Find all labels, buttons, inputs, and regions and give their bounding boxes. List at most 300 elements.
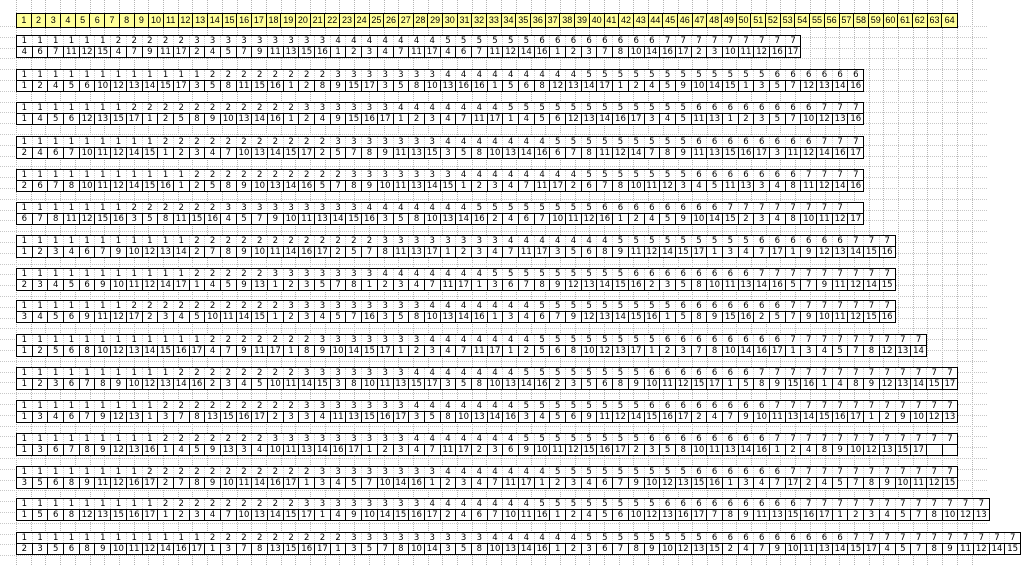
cell[interactable]: 2	[362, 236, 378, 247]
cell[interactable]: 17	[252, 412, 268, 423]
cell[interactable]: 9	[330, 81, 346, 92]
cell[interactable]: 1	[48, 434, 64, 445]
cell[interactable]: 6	[519, 214, 535, 225]
cell[interactable]: 3	[409, 137, 425, 148]
cell[interactable]: 6	[722, 434, 738, 445]
cell[interactable]: 3	[738, 478, 754, 489]
cell[interactable]: 6	[644, 368, 660, 379]
cell[interactable]: 1	[21, 236, 28, 246]
cell[interactable]: 7	[738, 36, 754, 47]
cell[interactable]: 6	[722, 137, 738, 148]
cell[interactable]: 7	[675, 36, 691, 47]
cell[interactable]: 12	[581, 312, 597, 323]
cell[interactable]: 3	[440, 170, 456, 181]
cell[interactable]: 1	[283, 346, 299, 357]
cell[interactable]: 5	[597, 301, 613, 312]
cell[interactable]: 2	[236, 301, 252, 312]
cell[interactable]: 12	[597, 346, 613, 357]
cell[interactable]: 4	[330, 36, 346, 47]
cell[interactable]: 6	[691, 368, 707, 379]
cell[interactable]: 7	[95, 247, 111, 258]
cell[interactable]: 9	[79, 478, 95, 489]
cell[interactable]: 8	[566, 346, 582, 357]
cell[interactable]: 1	[158, 368, 174, 379]
cell[interactable]: 1	[64, 36, 80, 47]
cell[interactable]: 6	[597, 544, 613, 555]
cell[interactable]: 7	[722, 36, 738, 47]
cell[interactable]: 13	[691, 544, 707, 555]
cell[interactable]: 11	[534, 181, 550, 192]
cell[interactable]: 3	[252, 36, 268, 47]
cell[interactable]: 4	[409, 103, 425, 114]
cell[interactable]: 4	[456, 70, 472, 81]
cell[interactable]: 3	[362, 401, 378, 412]
cell[interactable]: 3	[377, 401, 393, 412]
cell[interactable]: 2	[189, 247, 205, 258]
cell[interactable]: 3	[393, 236, 409, 247]
cell[interactable]: 1	[79, 335, 95, 346]
cell[interactable]: 2	[456, 247, 472, 258]
cell[interactable]: 10	[942, 510, 958, 521]
cell[interactable]: 7	[785, 368, 801, 379]
cell[interactable]: 8	[158, 214, 174, 225]
cell[interactable]: 2	[848, 510, 864, 521]
cell[interactable]: 16	[111, 214, 127, 225]
cell[interactable]: 15	[895, 445, 911, 456]
cell[interactable]: 15	[691, 379, 707, 390]
cell[interactable]: 3	[487, 445, 503, 456]
cell[interactable]: 3	[377, 214, 393, 225]
cell[interactable]: 11	[691, 148, 707, 159]
cell[interactable]: 7	[911, 434, 927, 445]
cell[interactable]: 7	[848, 434, 864, 445]
cell[interactable]: 7	[879, 499, 895, 510]
cell[interactable]: 2	[315, 148, 331, 159]
cell[interactable]: 13	[315, 214, 331, 225]
cell[interactable]: 5	[660, 170, 676, 181]
cell[interactable]: 3	[299, 412, 315, 423]
cell[interactable]: 1	[21, 533, 28, 543]
cell[interactable]: 5	[660, 236, 676, 247]
cell[interactable]: 12	[566, 114, 582, 125]
cell[interactable]: 9	[801, 247, 817, 258]
cell[interactable]: 2	[330, 247, 346, 258]
cell[interactable]: 9	[581, 412, 597, 423]
cell[interactable]: 13	[895, 346, 911, 357]
cell[interactable]: 1	[32, 170, 48, 181]
cell[interactable]: 4	[440, 137, 456, 148]
cell[interactable]: 15	[111, 114, 127, 125]
cell[interactable]: 5	[613, 533, 629, 544]
cell[interactable]: 14	[519, 379, 535, 390]
cell[interactable]: 14	[346, 346, 362, 357]
cell[interactable]: 4	[503, 533, 519, 544]
cell[interactable]: 4	[503, 368, 519, 379]
cell[interactable]: 1	[189, 70, 205, 81]
cell[interactable]: 1	[64, 335, 80, 346]
cell[interactable]: 1	[817, 379, 833, 390]
cell[interactable]: 1	[111, 533, 127, 544]
cell[interactable]: 12	[801, 148, 817, 159]
cell[interactable]: 5	[628, 499, 644, 510]
cell[interactable]: 3	[675, 346, 691, 357]
column-header-cell[interactable]: 35	[516, 14, 531, 27]
cell[interactable]: 2	[252, 236, 268, 247]
cell[interactable]: 11	[126, 280, 142, 291]
cell[interactable]: 16	[299, 544, 315, 555]
cell[interactable]: 12	[879, 346, 895, 357]
cell[interactable]: 6	[581, 181, 597, 192]
cell[interactable]: 14	[519, 148, 535, 159]
cell[interactable]: 3	[456, 478, 472, 489]
cell[interactable]: 1	[95, 36, 111, 47]
cell[interactable]: 3	[550, 247, 566, 258]
cell[interactable]: 6	[832, 70, 848, 81]
cell[interactable]: 8	[189, 114, 205, 125]
column-header-cell[interactable]: 44	[649, 14, 664, 27]
cell[interactable]: 5	[519, 269, 535, 280]
cell[interactable]: 13	[346, 412, 362, 423]
column-header-cell[interactable]: 27	[399, 14, 414, 27]
cell[interactable]: 7	[770, 478, 786, 489]
cell[interactable]: 12	[111, 81, 127, 92]
cell[interactable]: 4	[770, 181, 786, 192]
cell[interactable]: 10	[362, 379, 378, 390]
cell[interactable]: 2	[220, 434, 236, 445]
column-header-cell[interactable]: 21	[311, 14, 326, 27]
cell[interactable]: 7	[817, 401, 833, 412]
cell[interactable]: 7	[848, 346, 864, 357]
cell[interactable]: 14	[597, 280, 613, 291]
cell[interactable]: 2	[346, 47, 362, 58]
cell[interactable]: 3	[220, 36, 236, 47]
cell[interactable]: 17	[707, 379, 723, 390]
cell[interactable]: 3	[707, 47, 723, 58]
cell[interactable]: 16	[534, 544, 550, 555]
cell[interactable]: 1	[142, 137, 158, 148]
cell[interactable]: 2	[17, 280, 33, 291]
cell[interactable]: 5	[566, 301, 582, 312]
cell[interactable]: 6	[691, 170, 707, 181]
cell[interactable]: 10	[534, 445, 550, 456]
cell[interactable]: 17	[393, 412, 409, 423]
cell[interactable]: 9	[142, 47, 158, 58]
cell[interactable]: 14	[911, 346, 927, 357]
cell[interactable]: 1	[95, 203, 111, 214]
cell[interactable]: 3	[330, 137, 346, 148]
cell[interactable]: 3	[487, 280, 503, 291]
column-header-cell[interactable]: 8	[120, 14, 135, 27]
cell[interactable]: 6	[644, 203, 660, 214]
cell[interactable]: 3	[675, 181, 691, 192]
cell[interactable]: 6	[550, 114, 566, 125]
cell[interactable]: 17	[283, 478, 299, 489]
cell[interactable]: 2	[299, 70, 315, 81]
cell[interactable]: 11	[707, 445, 723, 456]
cell[interactable]: 7	[832, 335, 848, 346]
cell[interactable]: 16	[362, 312, 378, 323]
cell[interactable]: 8	[581, 148, 597, 159]
cell[interactable]: 4	[456, 137, 472, 148]
cell[interactable]: 4	[440, 114, 456, 125]
cell[interactable]: 2	[220, 236, 236, 247]
cell[interactable]: 5	[597, 335, 613, 346]
cell[interactable]: 6	[801, 533, 817, 544]
cell[interactable]: 7	[926, 499, 942, 510]
cell[interactable]: 5	[581, 467, 597, 478]
cell[interactable]: 12	[111, 148, 127, 159]
cell[interactable]: 4	[409, 269, 425, 280]
cell[interactable]: 4	[503, 499, 519, 510]
cell[interactable]: 6	[754, 301, 770, 312]
cell[interactable]: 2	[126, 203, 142, 214]
cell[interactable]: 1	[111, 236, 127, 247]
column-header-cell[interactable]: 17	[252, 14, 267, 27]
cell[interactable]: 7	[911, 368, 927, 379]
cell[interactable]: 3	[409, 499, 425, 510]
cell[interactable]: 10	[801, 214, 817, 225]
cell[interactable]: 5	[644, 170, 660, 181]
cell[interactable]: 7	[848, 103, 864, 114]
cell[interactable]: 2	[236, 368, 252, 379]
cell[interactable]: 2	[252, 368, 268, 379]
cell[interactable]: 5	[48, 346, 64, 357]
cell[interactable]: 16	[471, 81, 487, 92]
cell[interactable]: 2	[173, 36, 189, 47]
cell[interactable]: 1	[111, 434, 127, 445]
cell[interactable]: 7	[64, 148, 80, 159]
cell[interactable]: 3	[362, 170, 378, 181]
column-header-cell[interactable]: 14	[208, 14, 223, 27]
cell[interactable]: 2	[173, 434, 189, 445]
cell[interactable]: 4	[550, 70, 566, 81]
cell[interactable]: 15	[424, 148, 440, 159]
cell[interactable]: 16	[801, 510, 817, 521]
cell[interactable]: 2	[738, 214, 754, 225]
cell[interactable]: 5	[534, 203, 550, 214]
cell[interactable]: 5	[770, 114, 786, 125]
cell[interactable]: 3	[330, 401, 346, 412]
cell[interactable]: 6	[722, 103, 738, 114]
cell[interactable]: 4	[424, 269, 440, 280]
cell[interactable]: 3	[754, 81, 770, 92]
cell[interactable]: 3	[315, 269, 331, 280]
cell[interactable]: 5	[534, 499, 550, 510]
cell[interactable]: 2	[32, 379, 48, 390]
cell[interactable]: 7	[848, 478, 864, 489]
cell[interactable]: 7	[456, 114, 472, 125]
cell[interactable]: 3	[299, 36, 315, 47]
column-header-cell[interactable]: 51	[751, 14, 766, 27]
cell[interactable]: 15	[691, 478, 707, 489]
cell[interactable]: 9	[895, 412, 911, 423]
column-header-cell[interactable]: 37	[546, 14, 561, 27]
cell[interactable]: 2	[785, 445, 801, 456]
cell[interactable]: 11	[236, 81, 252, 92]
cell[interactable]: 6	[660, 434, 676, 445]
cell[interactable]: 8	[691, 280, 707, 291]
cell[interactable]: 11	[377, 379, 393, 390]
cell[interactable]: 16	[848, 181, 864, 192]
cell[interactable]: 1	[17, 445, 33, 456]
cell[interactable]: 2	[566, 510, 582, 521]
cell[interactable]: 4	[503, 434, 519, 445]
cell[interactable]: 4	[487, 247, 503, 258]
cell[interactable]: 5	[707, 181, 723, 192]
cell[interactable]: 6	[738, 533, 754, 544]
cell[interactable]: 2	[722, 544, 738, 555]
cell[interactable]: 6	[644, 269, 660, 280]
cell[interactable]: 5	[644, 335, 660, 346]
cell[interactable]: 4	[220, 214, 236, 225]
cell[interactable]: 9	[738, 510, 754, 521]
cell[interactable]: 15	[158, 81, 174, 92]
cell[interactable]: 7	[942, 533, 958, 544]
cell[interactable]: 4	[440, 301, 456, 312]
cell[interactable]: 7	[895, 335, 911, 346]
cell[interactable]: 3	[299, 401, 315, 412]
cell[interactable]: 17	[487, 346, 503, 357]
cell[interactable]: 7	[848, 467, 864, 478]
cell[interactable]: 12	[111, 478, 127, 489]
cell[interactable]: 10	[220, 114, 236, 125]
cell[interactable]: 6	[644, 434, 660, 445]
cell[interactable]: 1	[158, 510, 174, 521]
cell[interactable]: 7	[424, 280, 440, 291]
cell[interactable]: 1	[722, 379, 738, 390]
cell[interactable]: 8	[471, 379, 487, 390]
cell[interactable]: 13	[471, 412, 487, 423]
cell[interactable]: 2	[142, 103, 158, 114]
cell[interactable]: 15	[95, 47, 111, 58]
cell[interactable]: 3	[393, 467, 409, 478]
column-header-cell[interactable]: 19	[281, 14, 296, 27]
cell[interactable]: 4	[519, 70, 535, 81]
cell[interactable]: 16	[268, 478, 284, 489]
cell[interactable]: 10	[111, 280, 127, 291]
cell[interactable]: 10	[456, 412, 472, 423]
cell[interactable]: 8	[864, 478, 880, 489]
cell[interactable]: 14	[330, 214, 346, 225]
cell[interactable]: 17	[770, 346, 786, 357]
cell[interactable]: 7	[817, 103, 833, 114]
cell[interactable]: 1	[64, 434, 80, 445]
cell[interactable]: 8	[534, 81, 550, 92]
cell[interactable]: 8	[754, 379, 770, 390]
cell[interactable]: 3	[409, 467, 425, 478]
cell[interactable]: 11	[252, 346, 268, 357]
cell[interactable]: 10	[644, 379, 660, 390]
cell[interactable]: 2	[189, 301, 205, 312]
cell[interactable]: 6	[597, 203, 613, 214]
cell[interactable]: 1	[21, 499, 28, 509]
cell[interactable]: 7	[864, 533, 880, 544]
cell[interactable]: 2	[268, 467, 284, 478]
cell[interactable]: 5	[566, 137, 582, 148]
cell[interactable]: 16	[299, 247, 315, 258]
cell[interactable]: 10	[581, 346, 597, 357]
cell[interactable]: 6	[832, 533, 848, 544]
cell[interactable]: 11	[722, 181, 738, 192]
cell[interactable]: 1	[173, 170, 189, 181]
cell[interactable]: 6	[628, 36, 644, 47]
cell[interactable]: 8	[79, 445, 95, 456]
cell[interactable]: 3	[299, 269, 315, 280]
cell[interactable]: 2	[17, 544, 33, 555]
cell[interactable]: 6	[691, 467, 707, 478]
cell[interactable]: 2	[268, 401, 284, 412]
cell[interactable]: 12	[566, 280, 582, 291]
cell[interactable]: 4	[550, 533, 566, 544]
cell[interactable]: 2	[236, 236, 252, 247]
cell[interactable]: 2	[236, 401, 252, 412]
cell[interactable]: 3	[362, 301, 378, 312]
cell[interactable]: 5	[581, 335, 597, 346]
cell[interactable]: 15	[879, 280, 895, 291]
cell[interactable]: 5	[503, 36, 519, 47]
cell[interactable]: 1	[142, 401, 158, 412]
cell[interactable]: 2	[299, 170, 315, 181]
cell[interactable]: 2	[268, 368, 284, 379]
cell[interactable]: 14	[832, 544, 848, 555]
cell[interactable]: 6	[79, 247, 95, 258]
cell[interactable]: 1	[95, 236, 111, 247]
cell[interactable]: 6	[691, 335, 707, 346]
cell[interactable]: 13	[158, 247, 174, 258]
cell[interactable]: 1	[111, 269, 127, 280]
cell[interactable]: 4	[315, 312, 331, 323]
cell[interactable]: 1	[17, 81, 33, 92]
column-header-cell[interactable]: 11	[164, 14, 179, 27]
cell[interactable]: 2	[283, 368, 299, 379]
cell[interactable]: 4	[487, 137, 503, 148]
cell[interactable]: 7	[487, 510, 503, 521]
cell[interactable]: 14	[519, 47, 535, 58]
cell[interactable]: 2	[566, 181, 582, 192]
cell[interactable]: 7	[801, 467, 817, 478]
cell[interactable]: 1	[95, 70, 111, 81]
cell[interactable]: 14	[393, 478, 409, 489]
cell[interactable]: 5	[660, 137, 676, 148]
cell[interactable]: 1	[48, 533, 64, 544]
column-header-cell[interactable]: 62	[913, 14, 928, 27]
column-header-cell[interactable]: 56	[825, 14, 840, 27]
cell[interactable]: 1	[17, 114, 33, 125]
cell[interactable]: 1	[95, 533, 111, 544]
cell[interactable]: 3	[519, 412, 535, 423]
cell[interactable]: 17	[628, 114, 644, 125]
cell[interactable]: 13	[660, 510, 676, 521]
cell[interactable]: 4	[817, 346, 833, 357]
cell[interactable]: 4	[471, 434, 487, 445]
cell[interactable]: 2	[236, 70, 252, 81]
cell[interactable]: 8	[660, 148, 676, 159]
cell[interactable]: 3	[315, 499, 331, 510]
cell[interactable]: 10	[707, 280, 723, 291]
cell[interactable]: 3	[566, 379, 582, 390]
cell[interactable]: 6	[770, 70, 786, 81]
cell[interactable]: 5	[691, 70, 707, 81]
cell[interactable]: 1	[424, 478, 440, 489]
cell[interactable]: 3	[283, 203, 299, 214]
cell[interactable]: 4	[32, 312, 48, 323]
cell[interactable]: 14	[158, 280, 174, 291]
cell[interactable]: 13	[220, 445, 236, 456]
cell[interactable]: 6	[597, 379, 613, 390]
cell[interactable]: 4	[315, 114, 331, 125]
cell[interactable]: 7	[785, 312, 801, 323]
cell[interactable]: 12	[817, 181, 833, 192]
